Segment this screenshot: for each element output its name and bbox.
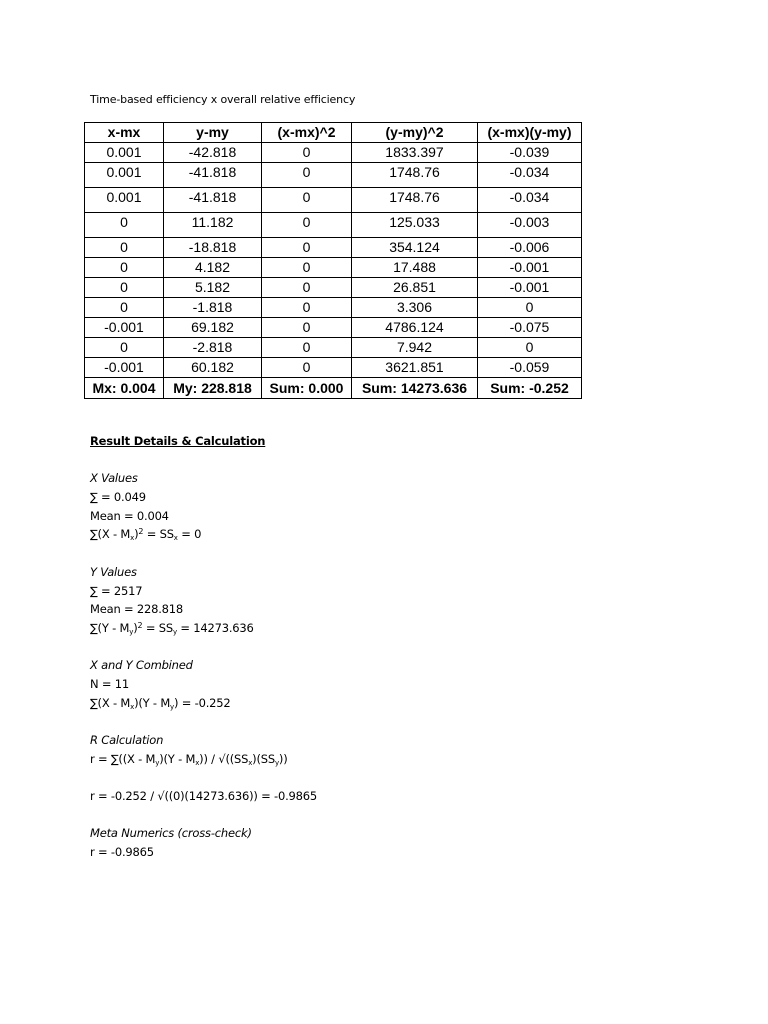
- table-cell: -42.818: [164, 143, 262, 163]
- table-cell: -0.059: [478, 358, 582, 378]
- table-cell: 3621.851: [352, 358, 478, 378]
- table-summary-row: [85, 378, 582, 399]
- table-cell: 0: [85, 278, 164, 298]
- y-sum-of-squares: $\sum(Y - M_y)^2 = SS_y = 14273.636$: [90, 620, 254, 636]
- table-row: [85, 358, 582, 378]
- table-cell: 0: [262, 213, 352, 238]
- summary-cell: Mx: 0.004: [85, 378, 164, 399]
- meta-numerics-label: Meta Numerics (cross-check): [90, 826, 252, 841]
- table-cell: 7.942: [352, 338, 478, 358]
- table-cell: 60.182: [164, 358, 262, 378]
- table-row: [85, 143, 582, 163]
- table-cell: -0.006: [478, 238, 582, 258]
- table-header-row: [85, 123, 582, 143]
- summary-cell: Sum: 0.000: [262, 378, 352, 399]
- table-cell: 0: [85, 338, 164, 358]
- column-header: (x-mx)^2: [262, 123, 352, 143]
- table-cell: 0: [262, 238, 352, 258]
- table-row: [85, 278, 582, 298]
- table-row: [85, 163, 582, 188]
- table-cell: -0.039: [478, 143, 582, 163]
- table-cell: -0.075: [478, 318, 582, 338]
- table-cell: 1748.76: [352, 188, 478, 213]
- column-header: (y-my)^2: [352, 123, 478, 143]
- x-sum-of-squares: $\sum(X - M_x)^2 = SS_x = 0$: [90, 527, 202, 543]
- table-row: [85, 238, 582, 258]
- table-cell: 125.033: [352, 213, 478, 238]
- table-cell: 0: [262, 358, 352, 378]
- column-header: (x-mx)(y-my): [478, 123, 582, 143]
- table-cell: -0.001: [478, 258, 582, 278]
- summary-cell: Sum: 14273.636: [352, 378, 478, 399]
- table-cell: 0: [85, 298, 164, 318]
- table-cell: 0: [262, 278, 352, 298]
- table-row: [85, 298, 582, 318]
- y-sum: ∑ = 2517: [90, 583, 143, 598]
- table-cell: 0: [262, 318, 352, 338]
- table-cell: 0: [85, 258, 164, 278]
- sum-of-products: $\sum(X - M_x)(Y - M_y) = -0.252$: [90, 695, 231, 711]
- table-row: [85, 338, 582, 358]
- table-cell: 0: [262, 338, 352, 358]
- x-sum: ∑ = 0.049: [90, 490, 146, 505]
- table-cell: 1833.397: [352, 143, 478, 163]
- table-cell: 0: [85, 213, 164, 238]
- table-cell: 0: [262, 143, 352, 163]
- table-cell: 0.001: [85, 143, 164, 163]
- table-cell: -0.034: [478, 163, 582, 188]
- table-cell: 0: [262, 258, 352, 278]
- combined-label: X and Y Combined: [90, 658, 193, 673]
- data-table: [84, 122, 582, 399]
- table-cell: -0.001: [85, 318, 164, 338]
- table-row: [85, 258, 582, 278]
- summary-cell: My: 228.818: [164, 378, 262, 399]
- table-cell: 0.001: [85, 163, 164, 188]
- section-heading: Result Details & Calculation: [90, 434, 266, 448]
- table-cell: 0: [262, 163, 352, 188]
- table-cell: 11.182: [164, 213, 262, 238]
- table-cell: 3.306: [352, 298, 478, 318]
- table-row: [85, 188, 582, 213]
- r-formula: $r = \sum((X - M_y)(Y - M_x)) / √((SS_x)(SS_y))$: [90, 751, 288, 767]
- table-cell: 4.182: [164, 258, 262, 278]
- table-cell: 0: [478, 338, 582, 358]
- table-cell: -2.818: [164, 338, 262, 358]
- page-title: Time-based efficiency x overall relative efficiency: [90, 93, 356, 106]
- table-cell: 69.182: [164, 318, 262, 338]
- summary-cell: Sum: -0.252: [478, 378, 582, 399]
- table-cell: 0: [478, 298, 582, 318]
- table-row: [85, 213, 582, 238]
- r-result: r = -0.252 / √((0)(14273.636)) = -0.9865: [90, 789, 318, 804]
- table-cell: 0: [262, 298, 352, 318]
- result-details: [90, 432, 317, 862]
- table-cell: -0.003: [478, 213, 582, 238]
- meta-numerics-result: r = -0.9865: [90, 845, 154, 860]
- table-cell: -18.818: [164, 238, 262, 258]
- y-values-label: Y Values: [90, 564, 137, 579]
- table-cell: 5.182: [164, 278, 262, 298]
- table-cell: -41.818: [164, 163, 262, 188]
- table-cell: -41.818: [164, 188, 262, 213]
- table-cell: 4786.124: [352, 318, 478, 338]
- table-cell: 0: [262, 188, 352, 213]
- table-row: [85, 318, 582, 338]
- column-header: x-mx: [85, 123, 164, 143]
- y-mean: Mean = 228.818: [90, 602, 184, 617]
- table-cell: 0: [85, 238, 164, 258]
- table-cell: 1748.76: [352, 163, 478, 188]
- column-header: y-my: [164, 123, 262, 143]
- table-cell: 354.124: [352, 238, 478, 258]
- table-cell: 26.851: [352, 278, 478, 298]
- table-cell: 0.001: [85, 188, 164, 213]
- combined-n: N = 11: [90, 676, 129, 691]
- table-cell: -0.034: [478, 188, 582, 213]
- table-cell: 17.488: [352, 258, 478, 278]
- table-cell: -1.818: [164, 298, 262, 318]
- r-calculation-label: R Calculation: [90, 733, 164, 747]
- x-mean: Mean = 0.004: [90, 508, 169, 523]
- table-cell: -0.001: [478, 278, 582, 298]
- x-values-label: X Values: [90, 471, 138, 486]
- table-cell: -0.001: [85, 358, 164, 378]
